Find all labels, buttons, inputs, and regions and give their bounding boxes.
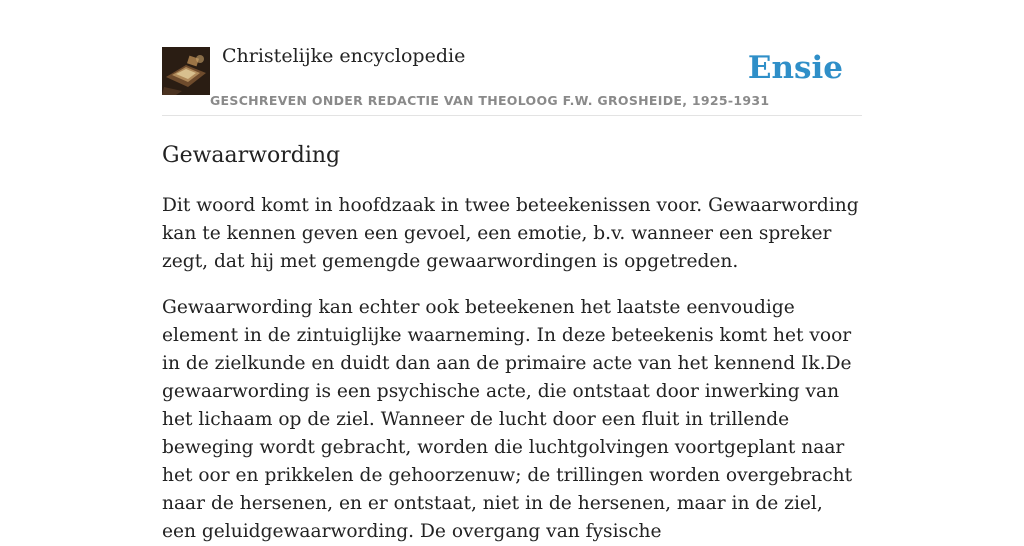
article-paragraph: Dit woord komt in hoofdzaak in twee beteekenissen voor. Gewaarwording kan te kennen geven een gevoel, een emotie, b.v. wanneer een spreker zegt, dat hij met gemengde gewaarwordingen is opgetreden.: [162, 195, 859, 272]
page: [162, 0, 862, 542]
article-title: Gewaarwording: [162, 143, 341, 168]
site-header: [162, 0, 862, 116]
site-avatar[interactable]: [162, 47, 210, 95]
article-paragraph: Gewaarwording kan echter ook beteekenen het laatste eenvoudige element in de zintuiglijke waarneming. In deze beteekenis komt het voor in de zielkunde en duidt dan aan de primaire acte van het kennend Ik.De gewaarwording is een psychische acte, die ontstaat door inwerking van het lichaam op de ziel. Wanneer de lucht door een fluit in trillende beweging wordt gebracht, worden die luchtgolvingen voortgeplant naar het oor en prikkelen de gehoorzenuw; de trillingen worden overgebracht naar de hersenen, en er ontstaat, niet in de hersenen, maar in de ziel, een geluidgewaarwording. De overgang van fysische: [162, 297, 853, 542]
site-subtitle: GESCHREVEN ONDER REDACTIE VAN THEOLOOG F.W. GROSHEIDE, 1925-1931: [210, 93, 770, 108]
book-photo-icon: [162, 47, 210, 95]
ensie-logo[interactable]: Ensie: [747, 50, 843, 86]
article-body: [162, 192, 862, 546]
site-title[interactable]: Christelijke encyclopedie: [222, 45, 466, 67]
